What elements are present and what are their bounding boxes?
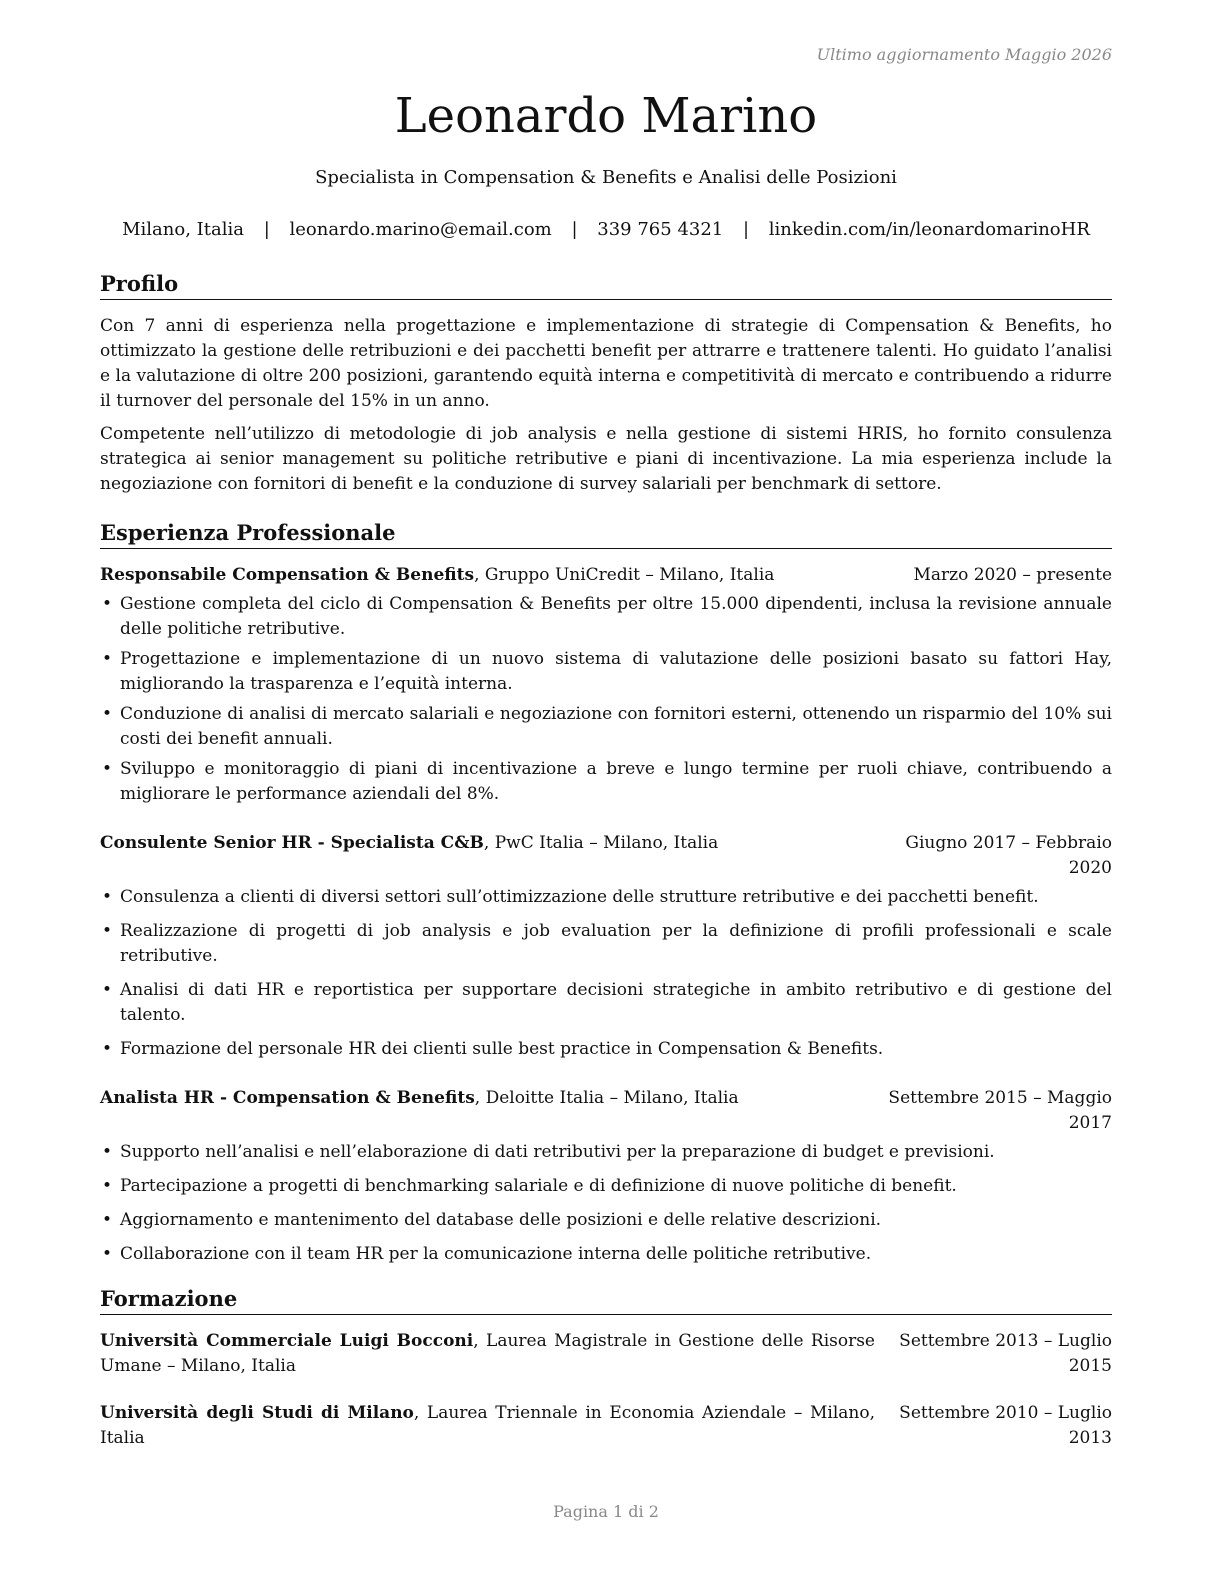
education-school: Università degli Studi di Milano bbox=[100, 1403, 414, 1423]
list-item: • Consulenza a clienti di diversi settori sull’ottimizzazione delle strutture retributive e dei pacchetti benefit. bbox=[100, 885, 1112, 910]
list-item: • Conduzione di analisi di mercato salariali e negoziazione con fornitori esterni, ottenendo un risparmio del 10% sui costi dei benefit annuali. bbox=[100, 702, 1112, 752]
contact-line bbox=[100, 219, 1112, 240]
contact-linkedin[interactable]: linkedin.com/in/leonardomarinoHR bbox=[768, 219, 1090, 240]
list-item: • Aggiornamento e mantenimento del database delle posizioni e delle relative descrizioni. bbox=[100, 1208, 1112, 1233]
education-school-detail bbox=[100, 1329, 875, 1379]
job-dates: Marzo 2020 – presente bbox=[913, 565, 1112, 585]
job-role-company bbox=[100, 1086, 739, 1136]
education-detail: , Laurea Magistrale in Gestione delle Risorse Umane – Milano, Italia bbox=[100, 1331, 875, 1376]
page-number: Pagina 1 di 2 bbox=[553, 1502, 659, 1521]
contact-phone: 339 765 4321 bbox=[597, 219, 724, 240]
contact-email[interactable]: leonardo.marino@email.com bbox=[289, 219, 552, 240]
list-item: • Sviluppo e monitoraggio di piani di incentivazione a breve e lungo termine per ruoli chiave, contribuendo a migliorare le performance aziendali del 8%. bbox=[100, 757, 1112, 807]
contact-separator: | bbox=[263, 219, 270, 240]
education-entry bbox=[100, 1401, 1112, 1451]
job-header bbox=[100, 831, 1112, 881]
education-detail: , Laurea Triennale in Economia Aziendale – Milano, Italia bbox=[100, 1403, 875, 1448]
section-title-profile: Profilo bbox=[100, 270, 1112, 300]
job-dates: Settembre 2015 – Maggio 2017 bbox=[888, 1088, 1112, 1133]
list-item: • Supporto nell’analisi e nell’elaborazione di dati retributivi per la preparazione di budget e previsioni. bbox=[100, 1140, 1112, 1165]
job-role-company bbox=[100, 563, 774, 588]
job-role: Analista HR - Compensation & Benefits bbox=[100, 1088, 475, 1108]
profile-paragraph: Con 7 anni di esperienza nella progettazione e implementazione di strategie di Compensation & Benefits, ho ottimizzato la gestione delle retribuzioni e dei pacchetti benefit per attrarre e trattenere talenti. Ho guidato l’analisi e la valutazione di oltre 200 posizioni, garantendo equità interna e competitività di mercato e contribuendo a ridurre il turnover del personale del 15% in un anno. bbox=[100, 316, 1112, 411]
job-company: , Deloitte Italia – Milano, Italia bbox=[474, 1088, 739, 1108]
job-role: Responsabile Compensation & Benefits bbox=[100, 565, 475, 585]
education-entry bbox=[100, 1329, 1112, 1379]
job-company: , PwC Italia – Milano, Italia bbox=[483, 833, 719, 853]
section-title-education: Formazione bbox=[100, 1285, 1112, 1315]
education-school: Università Commerciale Luigi Bocconi bbox=[100, 1331, 474, 1351]
education-school-detail bbox=[100, 1401, 875, 1451]
job-bullets bbox=[100, 592, 1112, 807]
last-updated: Ultimo aggiornamento Maggio 2026 bbox=[816, 45, 1112, 64]
list-item: • Collaborazione con il team HR per la comunicazione interna delle politiche retributive. bbox=[100, 1242, 1112, 1267]
contact-separator: | bbox=[742, 219, 750, 240]
job-dates: Giugno 2017 – Febbraio 2020 bbox=[905, 833, 1112, 878]
job-header bbox=[100, 1086, 1112, 1136]
resume-body bbox=[100, 270, 1112, 1473]
job-role-company bbox=[100, 831, 718, 881]
profile-paragraph: Competente nell’utilizzo di metodologie di job analysis e nella gestione di sistemi HRIS, ho fornito consulenza strategica ai senior management su politiche retributive e piani di incentivazione. La mia esperienza include la negoziazione con fornitori di benefit e la conduzione di survey salariali per benchmark di settore. bbox=[100, 424, 1112, 494]
job-company: , Gruppo UniCredit – Milano, Italia bbox=[474, 565, 775, 585]
contact-location: Milano, Italia bbox=[122, 219, 244, 240]
list-item: • Partecipazione a progetti di benchmarking salariale e di definizione di nuove politiche di benefit. bbox=[100, 1174, 1112, 1199]
list-item: • Gestione completa del ciclo di Compensation & Benefits per oltre 15.000 dipendenti, inclusa la revisione annuale delle politiche retributive. bbox=[100, 592, 1112, 642]
job-bullets bbox=[100, 885, 1112, 1062]
list-item: • Analisi di dati HR e reportistica per supportare decisioni strategiche in ambito retributivo e di gestione del talento. bbox=[100, 978, 1112, 1028]
job-bullets bbox=[100, 1140, 1112, 1267]
education-dates: Settembre 2013 – Luglio 2015 bbox=[899, 1331, 1112, 1376]
resume-page bbox=[100, 0, 1112, 1584]
list-item: • Formazione del personale HR dei clienti sulle best practice in Compensation & Benefits. bbox=[100, 1037, 1112, 1062]
job-header bbox=[100, 563, 1112, 588]
contact-separator: | bbox=[571, 219, 578, 240]
education-dates: Settembre 2010 – Luglio 2013 bbox=[899, 1403, 1112, 1448]
candidate-title: Specialista in Compensation & Benefits e Analisi delle Posizioni bbox=[315, 167, 897, 188]
candidate-name: Leonardo Marino bbox=[394, 88, 818, 144]
section-title-experience: Esperienza Professionale bbox=[100, 519, 1112, 549]
list-item: • Realizzazione di progetti di job analysis e job evaluation per la definizione di profili professionali e scale retributive. bbox=[100, 919, 1112, 969]
list-item: • Progettazione e implementazione di un nuovo sistema di valutazione delle posizioni basato su fattori Hay, migliorando la trasparenza e l’equità interna. bbox=[100, 647, 1112, 697]
job-role: Consulente Senior HR - Specialista C&B bbox=[100, 833, 484, 853]
